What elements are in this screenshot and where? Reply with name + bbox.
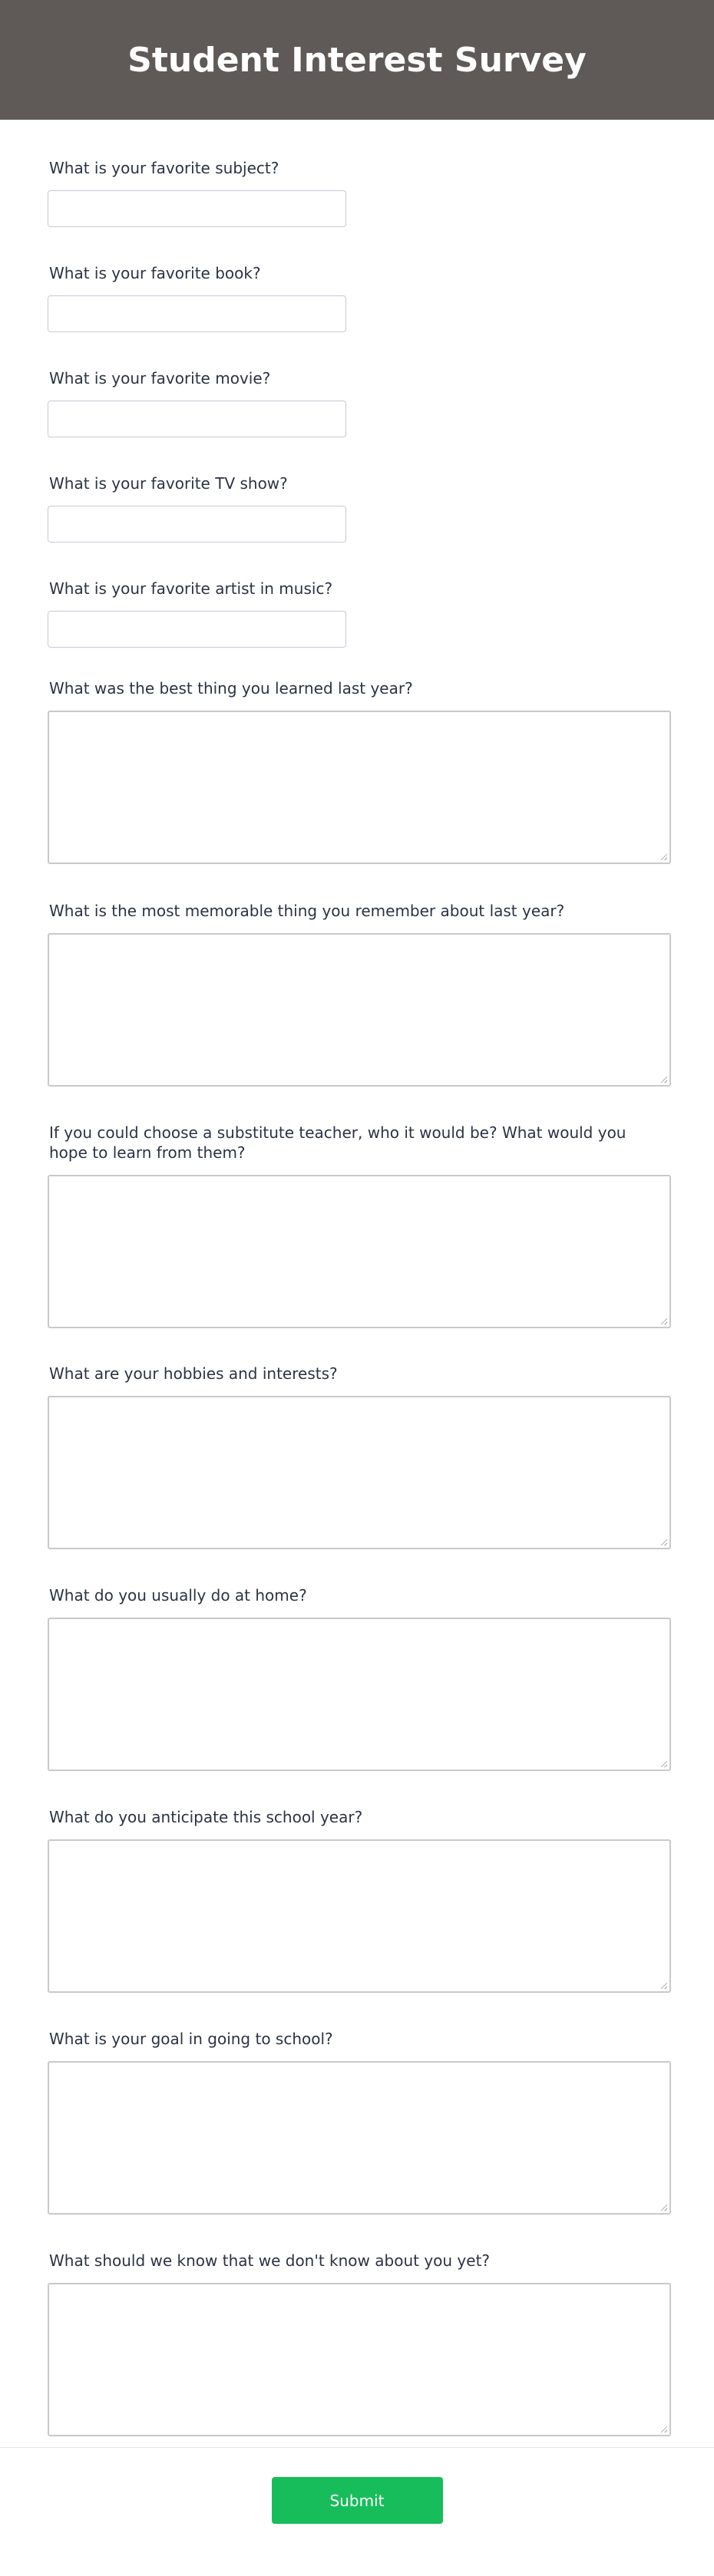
survey-form [0, 120, 714, 2447]
question-label: What is your favorite movie? [49, 369, 271, 388]
question-label: What is your favorite TV show? [49, 474, 288, 493]
question-favorite-book [0, 263, 714, 368]
resize-grip-icon[interactable] [661, 1983, 667, 1989]
resize-grip-icon[interactable] [661, 854, 667, 860]
substitute-teacher-textarea[interactable] [48, 1175, 671, 1328]
anticipate-school-year-textarea[interactable] [48, 1839, 671, 1993]
resize-grip-icon[interactable] [661, 1077, 667, 1083]
favorite-tv-show-input[interactable] [48, 506, 346, 543]
favorite-movie-input[interactable] [48, 401, 346, 437]
question-label: If you could choose a substitute teacher, who it would be? What would you hope to learn from them? [49, 1123, 626, 1162]
question-substitute-teacher [0, 1123, 714, 1364]
question-label: What was the best thing you learned last year? [49, 679, 413, 698]
goal-school-textarea[interactable] [48, 2061, 671, 2215]
resize-grip-icon[interactable] [661, 1539, 667, 1545]
most-memorable-textarea[interactable] [48, 933, 671, 1087]
question-favorite-subject [0, 158, 714, 263]
at-home-textarea[interactable] [48, 1618, 671, 1771]
question-favorite-movie [0, 368, 714, 473]
submit-button[interactable]: Submit [272, 2477, 443, 2524]
resize-grip-icon[interactable] [661, 2205, 667, 2211]
question-label: What is your favorite artist in music? [49, 579, 333, 598]
question-favorite-artist [0, 579, 714, 678]
question-most-memorable [0, 901, 714, 1123]
question-label: What do you usually do at home? [49, 1586, 307, 1605]
favorite-artist-input[interactable] [48, 611, 346, 648]
question-label: What is the most memorable thing you remember about last year? [49, 902, 565, 920]
question-label: What is your favorite subject? [49, 159, 279, 177]
question-dont-know-about-you [0, 2251, 714, 2447]
question-favorite-tv-show [0, 473, 714, 579]
question-best-thing-learned [0, 678, 714, 901]
question-label: What do you anticipate this school year? [49, 1808, 363, 1826]
dont-know-about-you-textarea[interactable] [48, 2283, 671, 2436]
question-goal-school [0, 2029, 714, 2251]
hobbies-interests-textarea[interactable] [48, 1396, 671, 1549]
question-label: What are your hobbies and interests? [49, 1364, 338, 1383]
resize-grip-icon[interactable] [661, 2426, 667, 2433]
question-label: What is your goal in going to school? [49, 2030, 333, 2048]
form-footer [0, 2448, 714, 2557]
question-anticipate-school-year [0, 1807, 714, 2029]
favorite-book-input[interactable] [48, 295, 346, 332]
question-label: What is your favorite book? [49, 264, 261, 282]
question-hobbies-interests [0, 1364, 714, 1585]
question-at-home [0, 1585, 714, 1807]
question-label: What should we know that we don't know about you yet? [49, 2251, 491, 2270]
best-thing-learned-textarea[interactable] [48, 711, 671, 864]
resize-grip-icon[interactable] [661, 1318, 667, 1324]
survey-header [0, 0, 714, 120]
page-title: Student Interest Survey [127, 40, 587, 80]
favorite-subject-input[interactable] [48, 190, 346, 227]
resize-grip-icon[interactable] [661, 1761, 667, 1767]
